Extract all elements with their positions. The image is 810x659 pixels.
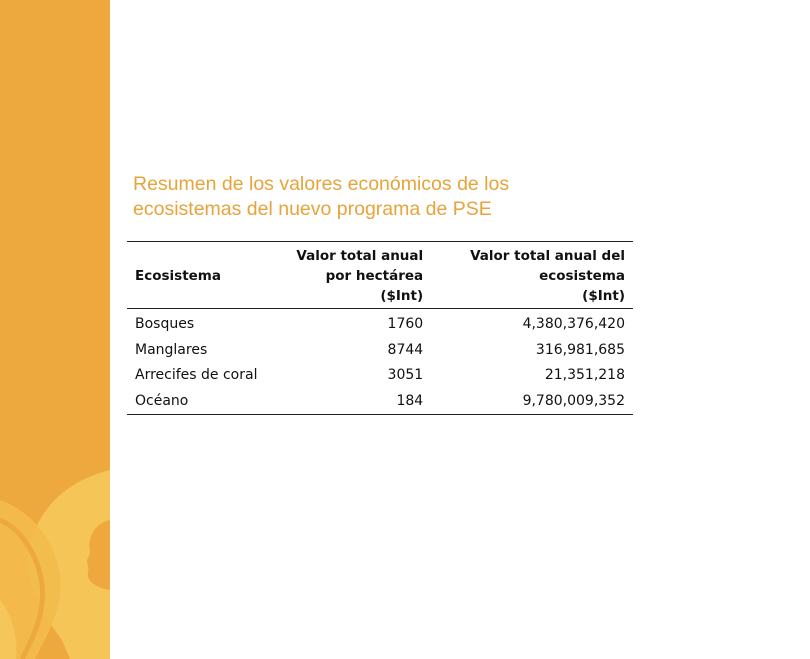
cell-ecosystem: Manglares: [135, 341, 208, 358]
cell-ecosystem: Arrecifes de coral: [135, 367, 258, 383]
table-row: [127, 309, 633, 338]
ecosystem-value-table: [127, 241, 633, 415]
table-row: [127, 338, 633, 364]
cell-ecosystem: Océano: [135, 392, 189, 409]
cell-per-hectare: 8744: [387, 341, 424, 358]
leaf-face-motif-icon: [0, 0, 110, 659]
title-line-2: ecosistemas del nuevo programa de PSE: [133, 198, 492, 220]
table-row: [127, 363, 633, 389]
header-total-line-3: ($Int): [582, 288, 625, 304]
header-per-hectare: [288, 242, 431, 309]
header-per-hectare-line-2: por hectárea: [325, 268, 424, 284]
header-per-hectare-line-3: ($Int): [380, 288, 424, 304]
header-per-hectare-line-1: Valor total anual: [296, 248, 424, 264]
cell-per-hectare: 3051: [387, 367, 424, 383]
decorative-sidebar: [0, 0, 110, 659]
cell-total: 316,981,685: [535, 341, 625, 358]
table-header-row: [127, 242, 633, 309]
ecosystem-value-table-wrapper: [127, 241, 633, 415]
cell-per-hectare: 1760: [387, 316, 424, 332]
title-line-1: Resumen de los valores económicos de los: [133, 173, 510, 195]
header-total-line-2: ecosistema: [539, 268, 625, 284]
cell-ecosystem: Bosques: [135, 316, 195, 332]
cell-per-hectare: 184: [396, 392, 424, 409]
cell-total: 21,351,218: [544, 367, 625, 383]
header-total-line-1: Valor total anual del: [470, 248, 625, 264]
page-title: [133, 172, 653, 222]
header-total: [431, 242, 633, 309]
header-ecosystem: Ecosistema: [127, 242, 288, 309]
table-row: [127, 389, 633, 415]
cell-total: 9,780,009,352: [522, 392, 625, 409]
cell-total: 4,380,376,420: [522, 316, 625, 332]
